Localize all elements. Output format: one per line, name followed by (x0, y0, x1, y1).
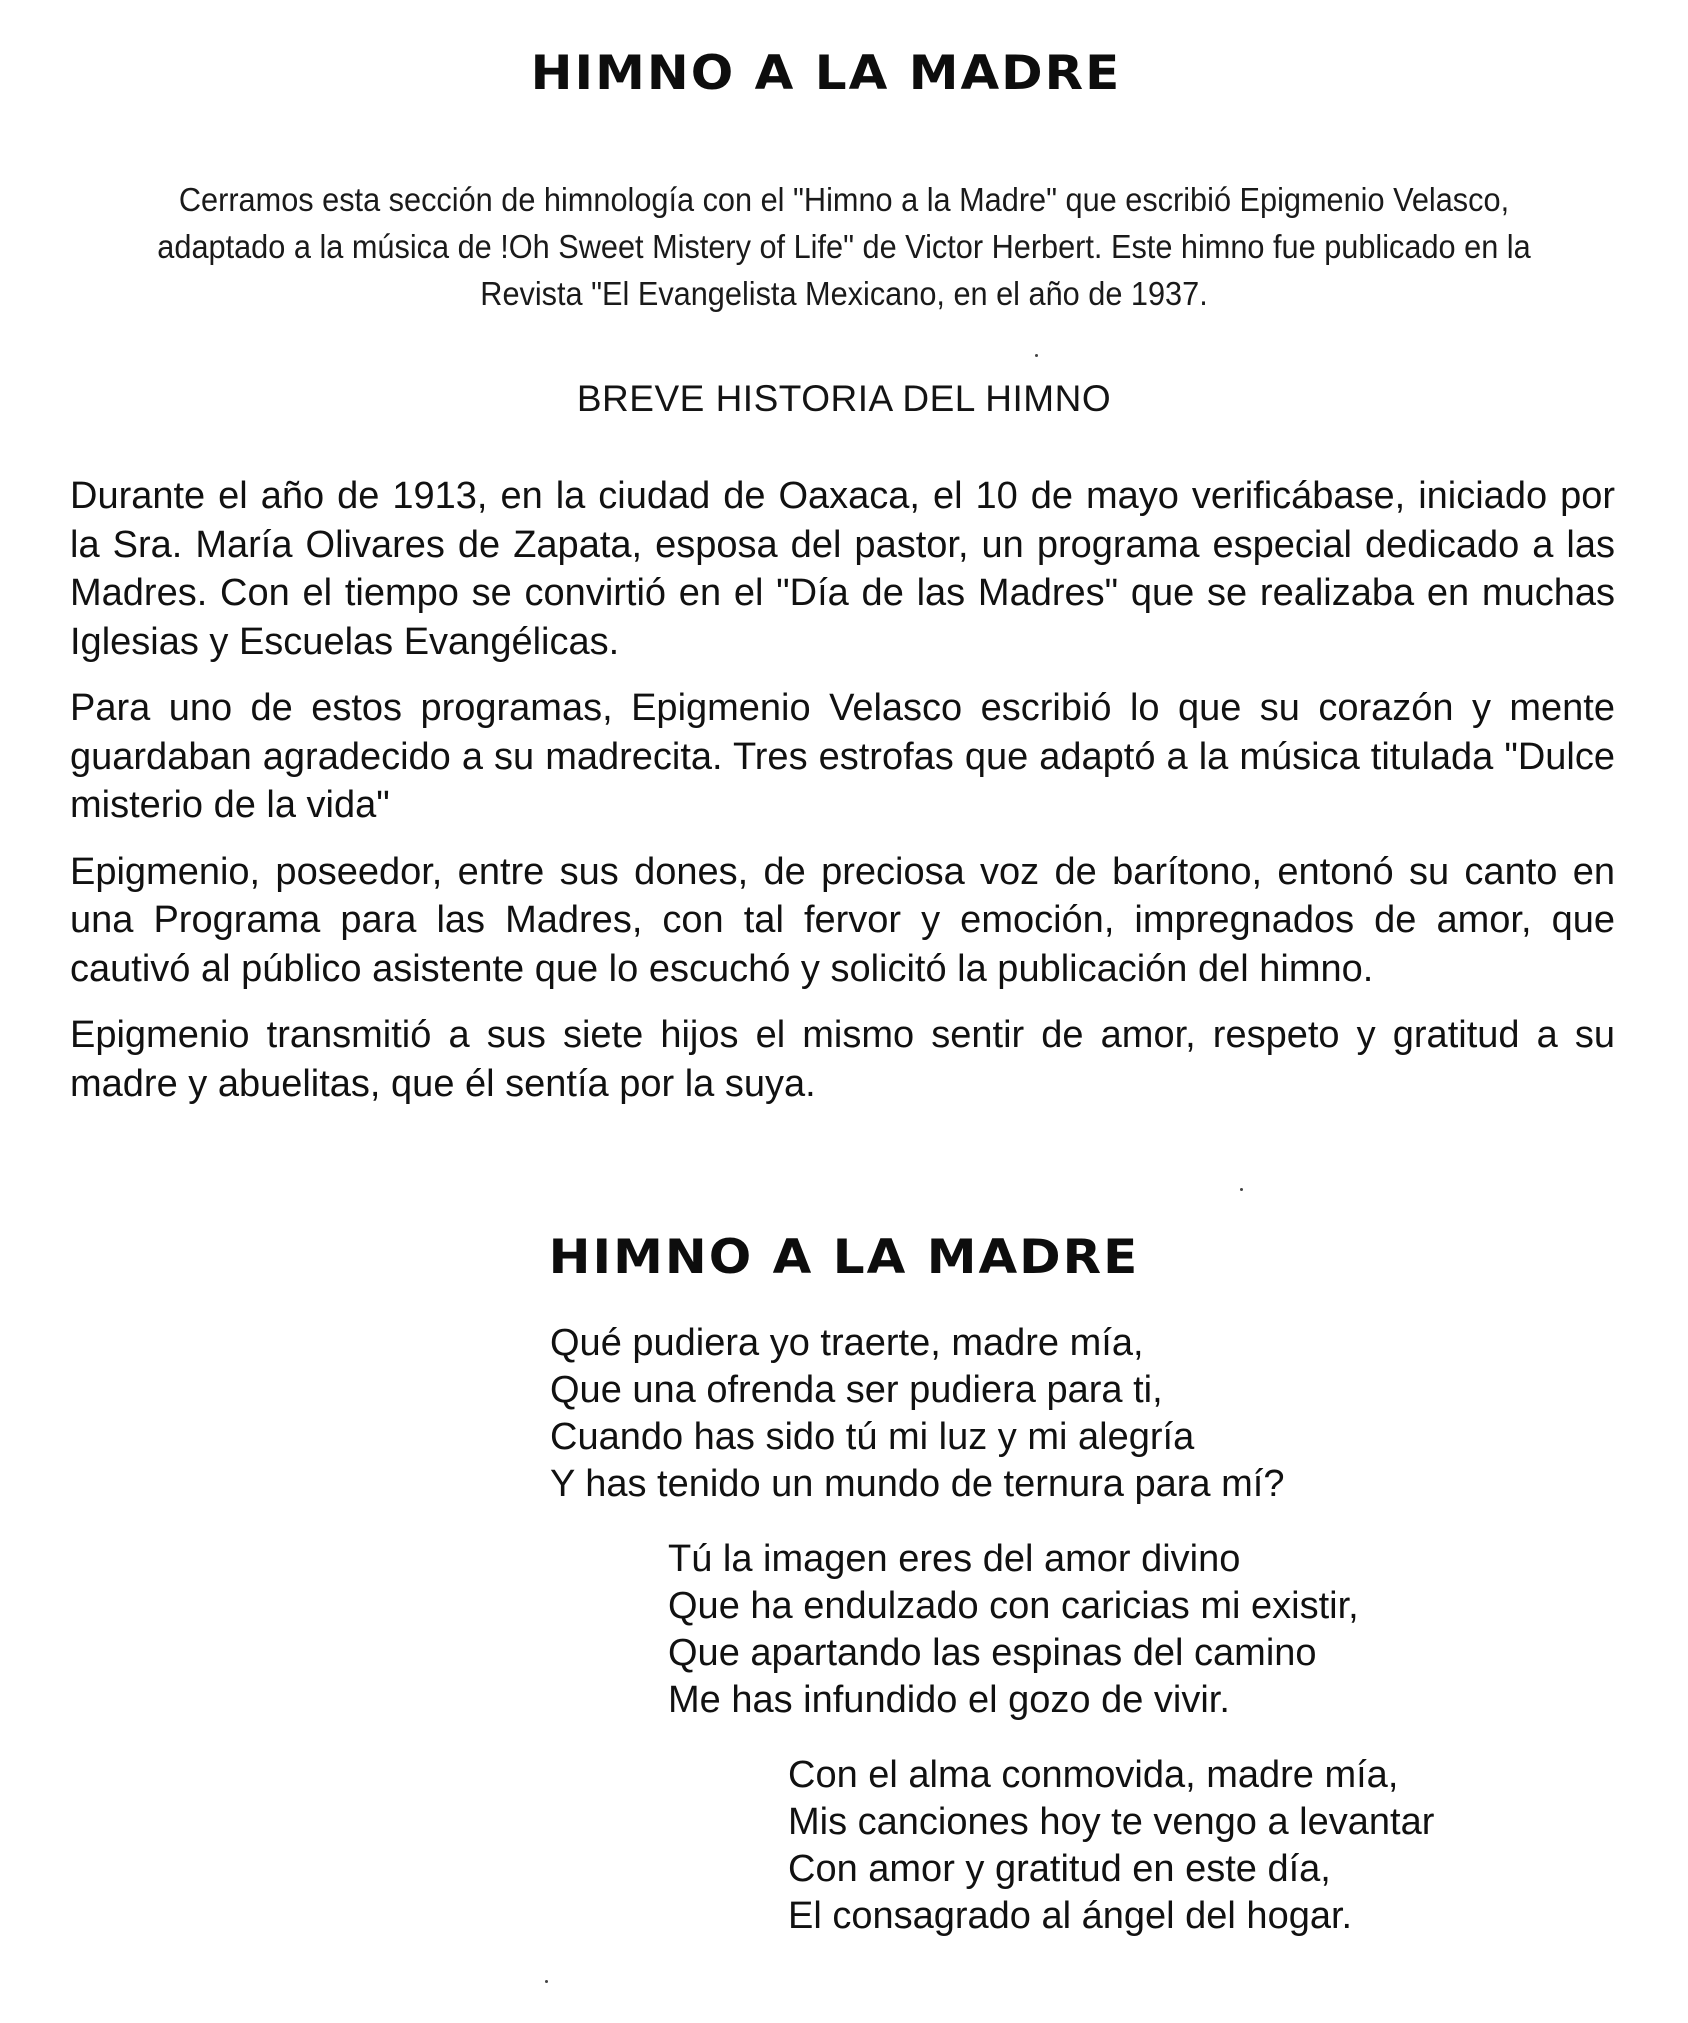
scan-speck (1240, 1188, 1243, 1191)
stanza (550, 1320, 1284, 1508)
history-paragraph: Epigmenio, poseedor, entre sus dones, de preciosa voz de barítono, entonó su canto en una Programa para las Madres, con tal fervor y emoción, impregnados de amor, que cautivó al público asistente que lo escuchó y solicitó la publicación del himno. (70, 850, 1615, 990)
section-heading: BREVE HISTORIA DEL HIMNO (576, 378, 1112, 419)
history-paragraph: Durante el año de 1913, en la ciudad de Oaxaca, el 10 de mayo verificábase, iniciado por la Sra. María Olivares de Zapata, esposa del pastor, un programa especial dedicado a las Madres. Con el tiempo se convirtió en el "Día de las Madres" que se realizaba en muchas Iglesias y Escuelas Evangélicas. (70, 475, 1615, 663)
page-title: HIMNO A LA MADRE (530, 45, 1122, 101)
scan-speck (1035, 354, 1038, 357)
verse-line: Qué pudiera yo traerte, madre mía, (550, 1322, 1144, 1364)
verse-line: Cuando has sido tú mi luz y mi alegría (550, 1416, 1195, 1458)
verse-line: Me has infundido el gozo de vivir. (668, 1679, 1230, 1721)
history-paragraph: Epigmenio transmitió a sus siete hijos el mismo sentir de amor, respeto y gratitud a su madre y abuelitas, que él sentía por la suya. (70, 1014, 1615, 1105)
intro-paragraph: Cerramos esta sección de himnología con el "Himno a la Madre" que escribió Epigmenio Velasco, adaptado a la música de !Oh Sweet Mistery of Life" de Victor Herbert. Este himno fue publicado en la Revista "El Evangelista Mexicano, en el año de 1937. (157, 181, 1531, 312)
verse-line: Que una ofrenda ser pudiera para ti, (550, 1369, 1163, 1411)
hymn-title: HIMNO A LA MADRE (548, 1229, 1140, 1285)
verse-line: Tú la imagen eres del amor divino (668, 1538, 1241, 1580)
stanza (788, 1752, 1434, 1940)
verse-line: El consagrado al ángel del hogar. (788, 1895, 1353, 1937)
verse-line: Con amor y gratitud en este día, (788, 1848, 1331, 1890)
stanza (668, 1536, 1359, 1724)
verse-line: Que ha endulzado con caricias mi existir, (668, 1585, 1359, 1627)
verse-line: Que apartando las espinas del camino (668, 1632, 1317, 1674)
history-paragraph: Para uno de estos programas, Epigmenio Velasco escribió lo que su corazón y mente guardaban agradecido a su madrecita. Tres estrofas que adaptó a la música titulada "Dulce misterio de la vida" (70, 687, 1615, 826)
verse-line: Y has tenido un mundo de ternura para mí? (550, 1463, 1285, 1505)
scan-speck (545, 1980, 548, 1983)
history-section (70, 472, 1615, 1126)
verse-line: Mis canciones hoy te vengo a levantar (788, 1801, 1435, 1843)
verse-line: Con el alma conmovida, madre mía, (788, 1754, 1399, 1796)
